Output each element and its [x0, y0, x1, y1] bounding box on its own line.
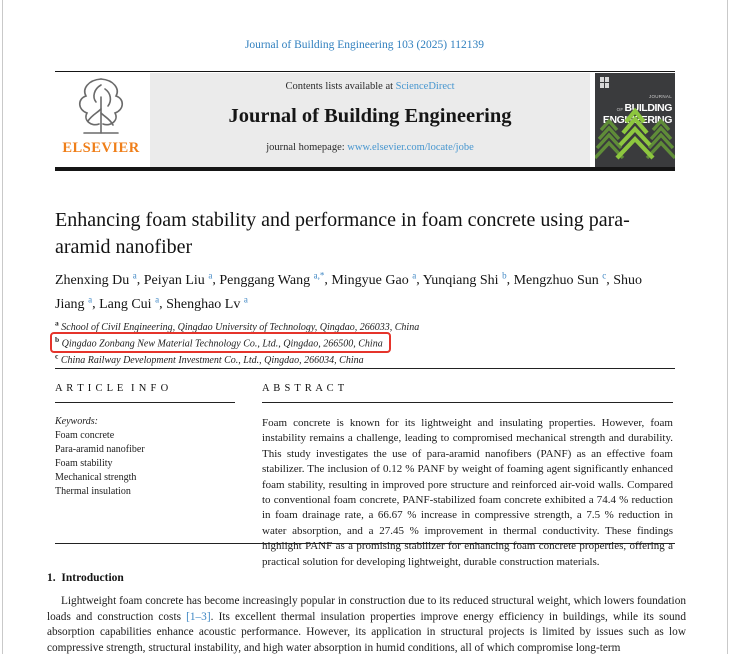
keyword-item: Para-aramid nanofiber	[55, 444, 145, 455]
introduction-heading: 1. Introduction	[47, 572, 124, 584]
intro-text-before: Lightweight foam concrete has become increasingly popular in construction due to its reduced structural weight, which lowers foundation loads and construction costs	[47, 595, 686, 623]
highlight-box: $^b$ Qingdao Zonbang New Material Technology Co., Ltd., Qingdao, 266500, China	[50, 332, 391, 353]
author-list: Zhenxing Du $^a$, Peiyan Liu $^a$, Penggang Wang $^{a,*}$, Mingyue Gao $^a$, Yunqiang Shi $^b$, Mengzhuo Sun $^c$, Shuo Jiang $^a$, Lang Cui $^a$, Shenghao Lv $^a$	[55, 270, 643, 312]
author-name: Shenghao Lv $^a$	[166, 294, 248, 312]
article-info-heading-rule	[55, 402, 235, 403]
journal-citation: Journal of Building Engineering 103 (2025) 112139	[244, 39, 485, 51]
cover-journal-of-label: JOURNAL OF	[616, 94, 672, 112]
journal-homepage-link[interactable]: www.elsevier.com/locate/jobe	[347, 142, 474, 153]
cover-title-line2: ENGINEERING	[602, 114, 672, 126]
contents-prefix: Contents lists available at	[285, 81, 396, 92]
author-name: Lang Cui $^a$	[99, 294, 160, 312]
keyword-item: Thermal insulation	[55, 486, 131, 497]
author-name: Shuo Jiang $^a$	[55, 272, 643, 312]
intro-text-after: . Its excellent thermal insulation properties improve energy efficiency in buildings, while its sound absorption capabilities enhance acoustic performance. However, its application in structural projects is limited by issues such as low compressive strength, structural instability, and high water absorption in humid conditions, all of which compromise long-term	[47, 610, 686, 654]
journal-title: Journal of Building Engineering	[228, 105, 512, 127]
cover-publisher-icon	[600, 77, 609, 88]
author-name: Mingyue Gao $^a$	[331, 270, 417, 288]
banner-top-rule	[55, 71, 675, 72]
abstract-heading: A B S T R A C T	[262, 383, 345, 394]
keyword-item: Foam stability	[55, 458, 113, 469]
sciencedirect-link[interactable]: ScienceDirect	[395, 81, 455, 92]
reference-link-1-3[interactable]: [1–3]	[186, 610, 211, 623]
homepage-line	[150, 142, 590, 153]
contents-list-line	[150, 73, 590, 92]
affiliation-highlighted	[55, 334, 675, 351]
paper-title: Enhancing foam stability and performance in foam concrete using para-aramid nanofiber	[55, 209, 630, 258]
abstract-heading-rule	[262, 402, 673, 403]
tree-chevrons-graphic	[595, 106, 675, 167]
keyword-item: Mechanical strength	[55, 472, 137, 483]
abstract-bottom-rule	[55, 543, 675, 544]
affiliation: $^a$ School of Civil Engineering, Qingdao University of Technology, Qingdao, 266033, China	[55, 319, 420, 334]
elsevier-wordmark: ELSEVIER	[62, 140, 140, 156]
keywords-label: Keywords:	[55, 416, 98, 427]
cover-title-line1: BUILDING	[624, 102, 672, 114]
author-name: Penggang Wang $^{a,*}$	[219, 270, 325, 288]
author-name: Mengzhuo Sun $^c$	[513, 270, 607, 288]
homepage-prefix: journal homepage:	[266, 142, 348, 153]
journal-header-panel	[150, 73, 590, 167]
banner-bottom-rule	[55, 167, 675, 171]
front-matter-rule	[55, 368, 675, 369]
abstract-text: Foam concrete is known for its lightweight and insulating properties. However, foam instability remains a challenge, leading to compromised mechanical strength and durability. This study investigates the use of para-aramid nanofibers (PANF) as an effective foam stabilizer. The inclusion of 0.12 % PANF by weight of foaming agent significantly enhanced foam stability, resulting in improved pore structure and reinforced air-void walls. Compared to conventional foam concrete, PANF-stabilized foam concrete exhibited a 74.4 % reduction in foam drainage rate, a 66.67 % increase in compressive strength, a 7.5 % reduction in water absorption, and a 27.45 % improvement in thermal conductivity. These findings highlight PANF as a promising stabilizer for enhancing foam concrete properties, offering a practical solution for developing lightweight, durable construction materials.	[262, 417, 673, 568]
journal-cover-thumbnail	[595, 73, 675, 167]
elsevier-tree-icon	[55, 75, 147, 139]
abstract-section	[262, 383, 673, 570]
author-name: Zhenxing Du $^a$	[55, 270, 137, 288]
author-name: Peiyan Liu $^a$	[143, 270, 213, 288]
elsevier-logo	[55, 75, 147, 165]
article-info-section	[55, 383, 235, 499]
keyword-item: Foam concrete	[55, 430, 115, 441]
author-name: Yunqiang Shi $^b$	[422, 270, 507, 288]
article-info-heading: A R T I C L E I N F O	[55, 383, 169, 394]
keywords-list	[55, 429, 235, 499]
introduction-paragraph	[47, 594, 686, 656]
affiliation: $^c$ China Railway Development Investment Co., Ltd., Qingdao, 266034, China	[55, 351, 364, 366]
keywords-block	[55, 415, 235, 499]
affiliation-list	[55, 318, 675, 366]
